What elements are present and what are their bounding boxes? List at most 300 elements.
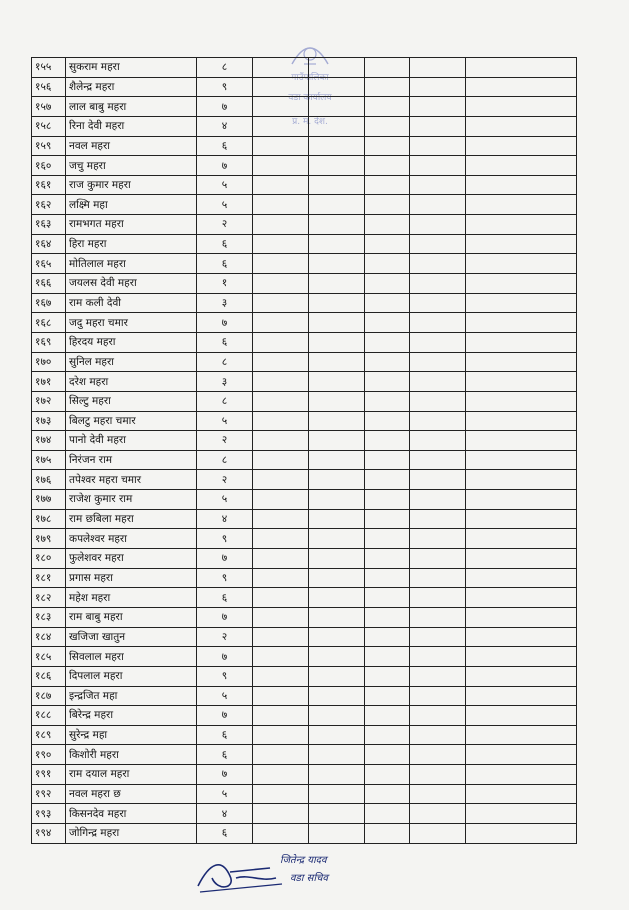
blank-cell: [253, 686, 309, 706]
blank-cell: [466, 784, 577, 804]
blank-cell: [410, 588, 466, 608]
serial-number-cell: १६०: [32, 156, 66, 176]
count-cell: ४: [197, 804, 253, 824]
blank-cell: [466, 391, 577, 411]
blank-cell: [410, 666, 466, 686]
blank-cell: [365, 156, 410, 176]
blank-cell: [365, 116, 410, 136]
table-row: [32, 490, 577, 510]
table-row: [32, 549, 577, 569]
blank-cell: [309, 136, 365, 156]
register-table: [31, 57, 577, 844]
blank-cell: [466, 136, 577, 156]
blank-cell: [466, 588, 577, 608]
blank-cell: [365, 313, 410, 333]
serial-number-cell: १५८: [32, 116, 66, 136]
blank-cell: [466, 372, 577, 392]
name-cell: मोतिलाल महरा: [66, 254, 197, 274]
table-row: [32, 175, 577, 195]
blank-cell: [309, 607, 365, 627]
blank-cell: [410, 686, 466, 706]
serial-number-cell: १८६: [32, 666, 66, 686]
count-cell: ५: [197, 411, 253, 431]
blank-cell: [410, 470, 466, 490]
blank-cell: [365, 254, 410, 274]
blank-cell: [309, 274, 365, 294]
table-row: [32, 313, 577, 333]
name-cell: बिरेन्द्र महरा: [66, 706, 197, 726]
count-cell: ६: [197, 588, 253, 608]
blank-cell: [253, 745, 309, 765]
blank-cell: [365, 823, 410, 843]
blank-cell: [253, 647, 309, 667]
count-cell: ५: [197, 195, 253, 215]
blank-cell: [466, 509, 577, 529]
table-row: [32, 254, 577, 274]
blank-cell: [466, 529, 577, 549]
blank-cell: [309, 77, 365, 97]
blank-cell: [410, 97, 466, 117]
table-row: [32, 784, 577, 804]
blank-cell: [309, 627, 365, 647]
table-row: [32, 411, 577, 431]
blank-cell: [309, 156, 365, 176]
name-cell: खजिजा खातुन: [66, 627, 197, 647]
name-cell: राज कुमार महरा: [66, 175, 197, 195]
name-cell: जयलस देवी महरा: [66, 274, 197, 294]
blank-cell: [466, 254, 577, 274]
count-cell: ६: [197, 234, 253, 254]
blank-cell: [309, 431, 365, 451]
blank-cell: [365, 529, 410, 549]
blank-cell: [365, 647, 410, 667]
count-cell: ५: [197, 686, 253, 706]
table-row: [32, 470, 577, 490]
blank-cell: [466, 686, 577, 706]
table-row: [32, 274, 577, 294]
count-cell: ५: [197, 784, 253, 804]
blank-cell: [309, 470, 365, 490]
blank-cell: [410, 823, 466, 843]
blank-cell: [466, 352, 577, 372]
table-row: [32, 686, 577, 706]
blank-cell: [365, 549, 410, 569]
table-row: [32, 234, 577, 254]
blank-cell: [466, 156, 577, 176]
serial-number-cell: १७७: [32, 490, 66, 510]
count-cell: ७: [197, 765, 253, 785]
blank-cell: [410, 254, 466, 274]
blank-cell: [309, 332, 365, 352]
blank-cell: [466, 293, 577, 313]
table-row: [32, 823, 577, 843]
name-cell: लाल बाबु महरा: [66, 97, 197, 117]
blank-cell: [466, 313, 577, 333]
serial-number-cell: १८५: [32, 647, 66, 667]
count-cell: ६: [197, 332, 253, 352]
register-rows: [32, 58, 577, 844]
count-cell: ८: [197, 450, 253, 470]
table-row: [32, 97, 577, 117]
blank-cell: [410, 804, 466, 824]
blank-cell: [410, 58, 466, 78]
blank-cell: [309, 293, 365, 313]
count-cell: ६: [197, 136, 253, 156]
blank-cell: [410, 391, 466, 411]
table-row: [32, 804, 577, 824]
blank-cell: [253, 372, 309, 392]
blank-cell: [365, 136, 410, 156]
blank-cell: [253, 823, 309, 843]
serial-number-cell: १८८: [32, 706, 66, 726]
blank-cell: [466, 450, 577, 470]
blank-cell: [365, 58, 410, 78]
blank-cell: [410, 372, 466, 392]
count-cell: ७: [197, 156, 253, 176]
blank-cell: [410, 431, 466, 451]
blank-cell: [365, 765, 410, 785]
count-cell: ७: [197, 549, 253, 569]
blank-cell: [365, 293, 410, 313]
blank-cell: [466, 332, 577, 352]
count-cell: २: [197, 470, 253, 490]
serial-number-cell: १७८: [32, 509, 66, 529]
count-cell: ९: [197, 77, 253, 97]
blank-cell: [466, 627, 577, 647]
blank-cell: [410, 765, 466, 785]
blank-cell: [253, 254, 309, 274]
blank-cell: [466, 607, 577, 627]
count-cell: ७: [197, 97, 253, 117]
name-cell: सिल्टु महरा: [66, 391, 197, 411]
blank-cell: [410, 313, 466, 333]
name-cell: तपेश्वर महरा चमार: [66, 470, 197, 490]
serial-number-cell: १८२: [32, 588, 66, 608]
blank-cell: [466, 215, 577, 235]
blank-cell: [466, 765, 577, 785]
blank-cell: [410, 234, 466, 254]
blank-cell: [253, 352, 309, 372]
blank-cell: [253, 450, 309, 470]
count-cell: २: [197, 627, 253, 647]
blank-cell: [410, 136, 466, 156]
blank-cell: [253, 765, 309, 785]
blank-cell: [410, 195, 466, 215]
serial-number-cell: १७३: [32, 411, 66, 431]
count-cell: ६: [197, 725, 253, 745]
count-cell: ९: [197, 666, 253, 686]
blank-cell: [410, 215, 466, 235]
blank-cell: [410, 156, 466, 176]
blank-cell: [365, 607, 410, 627]
blank-cell: [410, 274, 466, 294]
name-cell: पानो देवी महरा: [66, 431, 197, 451]
blank-cell: [309, 823, 365, 843]
blank-cell: [466, 175, 577, 195]
blank-cell: [309, 372, 365, 392]
name-cell: इन्द्रजित महा: [66, 686, 197, 706]
blank-cell: [253, 215, 309, 235]
serial-number-cell: १९२: [32, 784, 66, 804]
count-cell: ८: [197, 352, 253, 372]
blank-cell: [466, 549, 577, 569]
serial-number-cell: १६९: [32, 332, 66, 352]
blank-cell: [253, 490, 309, 510]
name-cell: राजेश कुमार राम: [66, 490, 197, 510]
serial-number-cell: १७०: [32, 352, 66, 372]
count-cell: २: [197, 431, 253, 451]
blank-cell: [466, 568, 577, 588]
serial-number-cell: १८९: [32, 725, 66, 745]
blank-cell: [309, 234, 365, 254]
count-cell: ९: [197, 568, 253, 588]
blank-cell: [253, 293, 309, 313]
blank-cell: [309, 568, 365, 588]
serial-number-cell: १६३: [32, 215, 66, 235]
table-row: [32, 627, 577, 647]
name-cell: रिना देवी महरा: [66, 116, 197, 136]
blank-cell: [466, 58, 577, 78]
blank-cell: [410, 509, 466, 529]
blank-cell: [309, 215, 365, 235]
blank-cell: [365, 725, 410, 745]
blank-cell: [466, 666, 577, 686]
blank-cell: [253, 116, 309, 136]
blank-cell: [253, 725, 309, 745]
serial-number-cell: १६४: [32, 234, 66, 254]
signature-name: जितेन्द्र यादव: [280, 855, 327, 866]
blank-cell: [410, 332, 466, 352]
blank-cell: [410, 627, 466, 647]
serial-number-cell: १९४: [32, 823, 66, 843]
blank-cell: [365, 686, 410, 706]
blank-cell: [253, 804, 309, 824]
blank-cell: [466, 823, 577, 843]
blank-cell: [253, 136, 309, 156]
count-cell: ३: [197, 293, 253, 313]
serial-number-cell: १७९: [32, 529, 66, 549]
blank-cell: [410, 529, 466, 549]
blank-cell: [309, 588, 365, 608]
blank-cell: [365, 706, 410, 726]
table-row: [32, 725, 577, 745]
blank-cell: [309, 175, 365, 195]
blank-cell: [365, 391, 410, 411]
blank-cell: [410, 352, 466, 372]
name-cell: फुलेशवर महरा: [66, 549, 197, 569]
blank-cell: [253, 97, 309, 117]
blank-cell: [410, 411, 466, 431]
table-row: [32, 431, 577, 451]
blank-cell: [253, 607, 309, 627]
table-row: [32, 116, 577, 136]
blank-cell: [309, 686, 365, 706]
table-row: [32, 745, 577, 765]
blank-cell: [466, 804, 577, 824]
serial-number-cell: १६५: [32, 254, 66, 274]
blank-cell: [253, 706, 309, 726]
serial-number-cell: १६२: [32, 195, 66, 215]
blank-cell: [253, 77, 309, 97]
table-row: [32, 372, 577, 392]
blank-cell: [410, 490, 466, 510]
table-row: [32, 195, 577, 215]
table-row: [32, 765, 577, 785]
blank-cell: [253, 568, 309, 588]
blank-cell: [253, 666, 309, 686]
table-row: [32, 607, 577, 627]
count-cell: ७: [197, 313, 253, 333]
count-cell: ७: [197, 607, 253, 627]
blank-cell: [466, 647, 577, 667]
blank-cell: [365, 352, 410, 372]
blank-cell: [410, 784, 466, 804]
blank-cell: [309, 784, 365, 804]
name-cell: कपलेश्वर महरा: [66, 529, 197, 549]
name-cell: हिरदय महरा: [66, 332, 197, 352]
count-cell: ७: [197, 706, 253, 726]
table-row: [32, 293, 577, 313]
blank-cell: [410, 568, 466, 588]
blank-cell: [253, 313, 309, 333]
blank-cell: [466, 490, 577, 510]
serial-number-cell: १८७: [32, 686, 66, 706]
name-cell: दिपलाल महरा: [66, 666, 197, 686]
count-cell: ६: [197, 823, 253, 843]
serial-number-cell: १७५: [32, 450, 66, 470]
blank-cell: [253, 175, 309, 195]
serial-number-cell: १५६: [32, 77, 66, 97]
blank-cell: [365, 745, 410, 765]
name-cell: जदु महरा चमार: [66, 313, 197, 333]
name-cell: राम दयाल महरा: [66, 765, 197, 785]
table-row: [32, 529, 577, 549]
count-cell: ७: [197, 647, 253, 667]
blank-cell: [365, 568, 410, 588]
blank-cell: [466, 97, 577, 117]
count-cell: २: [197, 215, 253, 235]
table-row: [32, 215, 577, 235]
blank-cell: [365, 97, 410, 117]
blank-cell: [253, 391, 309, 411]
blank-cell: [365, 431, 410, 451]
serial-number-cell: १९०: [32, 745, 66, 765]
blank-cell: [253, 784, 309, 804]
blank-cell: [365, 470, 410, 490]
blank-cell: [466, 411, 577, 431]
table-row: [32, 647, 577, 667]
blank-cell: [309, 254, 365, 274]
name-cell: सुकराम महरा: [66, 58, 197, 78]
stamp-line-3: प्र. म. देश.: [292, 117, 328, 127]
blank-cell: [253, 470, 309, 490]
serial-number-cell: १९३: [32, 804, 66, 824]
table-row: [32, 509, 577, 529]
blank-cell: [410, 647, 466, 667]
blank-cell: [365, 372, 410, 392]
blank-cell: [309, 313, 365, 333]
name-cell: दरेश महरा: [66, 372, 197, 392]
blank-cell: [365, 588, 410, 608]
count-cell: ४: [197, 116, 253, 136]
blank-cell: [466, 745, 577, 765]
blank-cell: [309, 765, 365, 785]
table-row: [32, 77, 577, 97]
count-cell: १: [197, 274, 253, 294]
blank-cell: [410, 706, 466, 726]
table-row: [32, 156, 577, 176]
count-cell: ८: [197, 391, 253, 411]
blank-cell: [253, 58, 309, 78]
table-row: [32, 58, 577, 78]
blank-cell: [410, 175, 466, 195]
name-cell: सुनिल महरा: [66, 352, 197, 372]
serial-number-cell: १७४: [32, 431, 66, 451]
blank-cell: [410, 607, 466, 627]
blank-cell: [309, 58, 365, 78]
blank-cell: [365, 784, 410, 804]
signature-title: वडा सचिव: [290, 873, 328, 884]
blank-cell: [309, 97, 365, 117]
count-cell: ९: [197, 529, 253, 549]
blank-cell: [309, 666, 365, 686]
blank-cell: [466, 234, 577, 254]
blank-cell: [309, 804, 365, 824]
blank-cell: [365, 509, 410, 529]
blank-cell: [365, 234, 410, 254]
blank-cell: [309, 195, 365, 215]
name-cell: जचु महरा: [66, 156, 197, 176]
serial-number-cell: १८०: [32, 549, 66, 569]
blank-cell: [365, 804, 410, 824]
name-cell: नवल महरा छ: [66, 784, 197, 804]
serial-number-cell: १७६: [32, 470, 66, 490]
blank-cell: [309, 529, 365, 549]
blank-cell: [253, 234, 309, 254]
blank-cell: [309, 411, 365, 431]
count-cell: ५: [197, 490, 253, 510]
blank-cell: [309, 116, 365, 136]
table-row: [32, 450, 577, 470]
blank-cell: [253, 156, 309, 176]
blank-cell: [309, 509, 365, 529]
table-row: [32, 568, 577, 588]
blank-cell: [365, 195, 410, 215]
table-row: [32, 136, 577, 156]
name-cell: नवल महरा: [66, 136, 197, 156]
name-cell: किशोरी महरा: [66, 745, 197, 765]
serial-number-cell: १६१: [32, 175, 66, 195]
table-row: [32, 588, 577, 608]
serial-number-cell: १८३: [32, 607, 66, 627]
name-cell: सिवलाल महरा: [66, 647, 197, 667]
blank-cell: [365, 215, 410, 235]
count-cell: ५: [197, 175, 253, 195]
name-cell: राम बाबु महरा: [66, 607, 197, 627]
serial-number-cell: १७२: [32, 391, 66, 411]
table-row: [32, 332, 577, 352]
serial-number-cell: १६८: [32, 313, 66, 333]
blank-cell: [253, 332, 309, 352]
serial-number-cell: १६६: [32, 274, 66, 294]
blank-cell: [410, 450, 466, 470]
blank-cell: [466, 195, 577, 215]
name-cell: महेश महरा: [66, 588, 197, 608]
blank-cell: [253, 549, 309, 569]
blank-cell: [365, 490, 410, 510]
blank-cell: [253, 509, 309, 529]
name-cell: लक्ष्मि महा: [66, 195, 197, 215]
